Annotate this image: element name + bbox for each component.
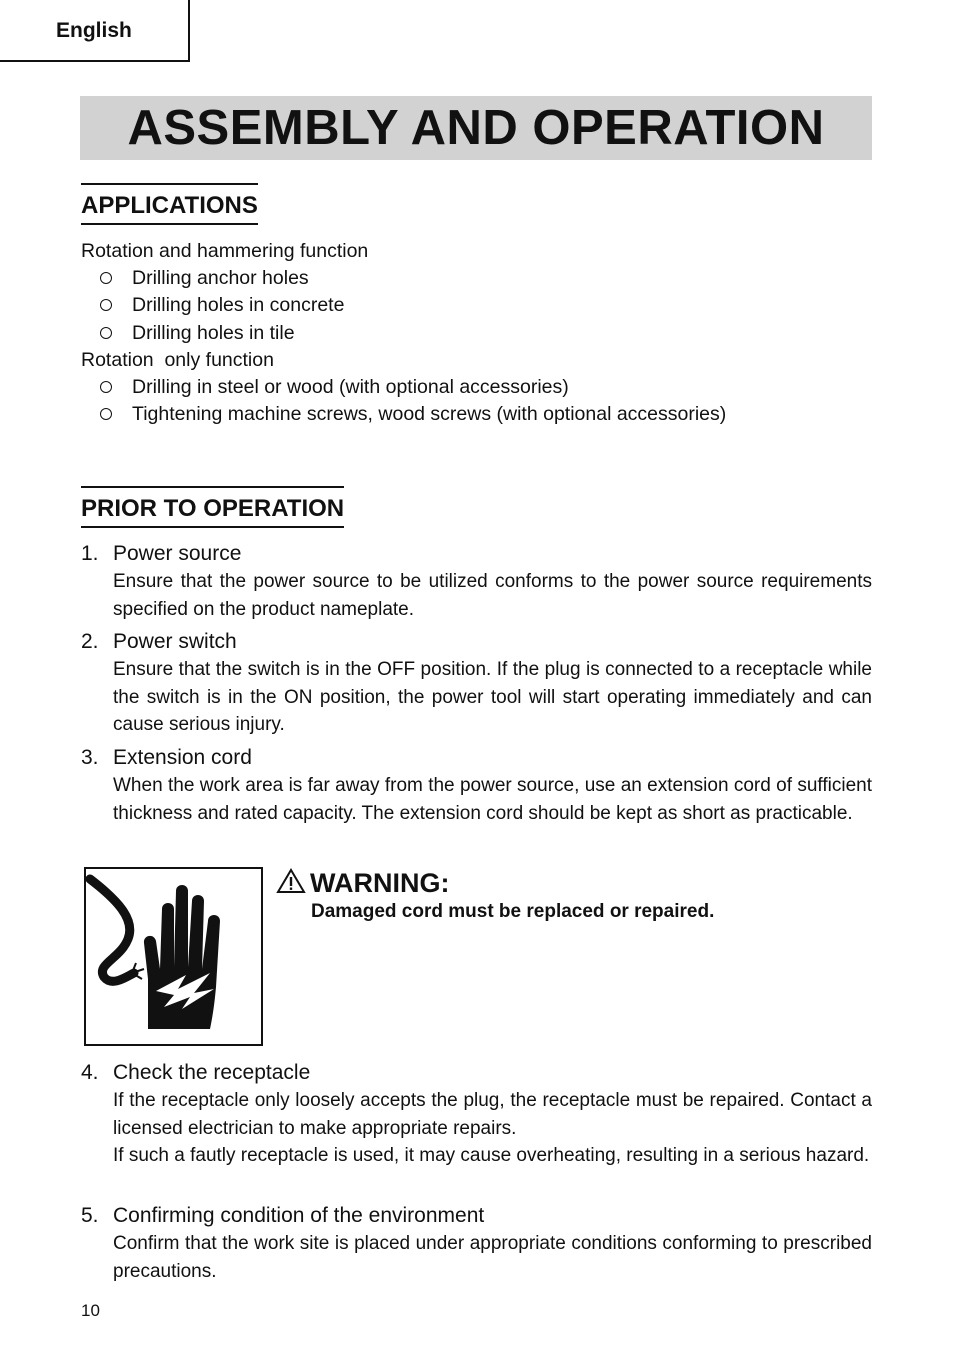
- item-body: When the work area is far away from the power source, use an extension cord of sufficient thickness and rated capacity. The extension cord should be kept as short as practicable.: [113, 775, 872, 824]
- item-number: 2.: [81, 630, 99, 653]
- item-title-power-switch: Power switch: [113, 630, 237, 653]
- warning-text: Damaged cord must be replaced or repaired.: [311, 901, 715, 922]
- item-body: Confirm that the work site is placed under appropriate conditions conforming to prescribed precautions.: [113, 1233, 872, 1282]
- circle-bullet-icon: [100, 408, 112, 420]
- prior-to-operation-heading: PRIOR TO OPERATION: [81, 486, 344, 528]
- language-tab: [0, 0, 190, 62]
- item-body: If the receptacle only loosely accepts the plug, the receptacle must be repaired. Contact a licensed electrician to make appropriate repairs.: [113, 1090, 872, 1139]
- page-title: ASSEMBLY AND OPERATION: [127, 101, 825, 155]
- circle-bullet-icon: [100, 299, 112, 311]
- item-title-power-source: Power source: [113, 542, 242, 565]
- applications-heading: APPLICATIONS: [81, 183, 258, 225]
- item-body: Ensure that the power source to be utilized conforms to the power source requirements specified on the product nameplate.: [113, 571, 872, 620]
- language-label: English: [56, 19, 132, 42]
- item-number: 1.: [81, 542, 99, 565]
- group-rotation-only: Rotation only function: [81, 349, 274, 371]
- circle-bullet-icon: [100, 272, 112, 284]
- item-title-environment: Confirming condition of the environment: [113, 1204, 485, 1227]
- electric-shock-hand-icon: [84, 867, 263, 1046]
- item-number: 4.: [81, 1061, 99, 1084]
- item-number: 5.: [81, 1204, 99, 1227]
- warning-triangle-icon: [276, 868, 306, 902]
- page-number: 10: [81, 1301, 100, 1320]
- group-rotation-hammering: Rotation and hammering function: [81, 240, 369, 262]
- item-body: Ensure that the switch is in the OFF position. If the plug is connected to a receptacle while the switch is in the ON position, the power tool will start operating immediately and can cause serious injury.: [113, 659, 872, 735]
- warning-title: WARNING:: [276, 866, 449, 902]
- circle-bullet-icon: [100, 327, 112, 339]
- page-title-banner: [80, 96, 872, 160]
- item-title-check-receptacle: Check the receptacle: [113, 1061, 311, 1084]
- item-title-extension-cord: Extension cord: [113, 746, 252, 769]
- item-body: If such a fautly receptacle is used, it may cause overheating, resulting in a serious hazard.: [113, 1145, 870, 1166]
- item-number: 3.: [81, 746, 99, 769]
- circle-bullet-icon: [100, 381, 112, 393]
